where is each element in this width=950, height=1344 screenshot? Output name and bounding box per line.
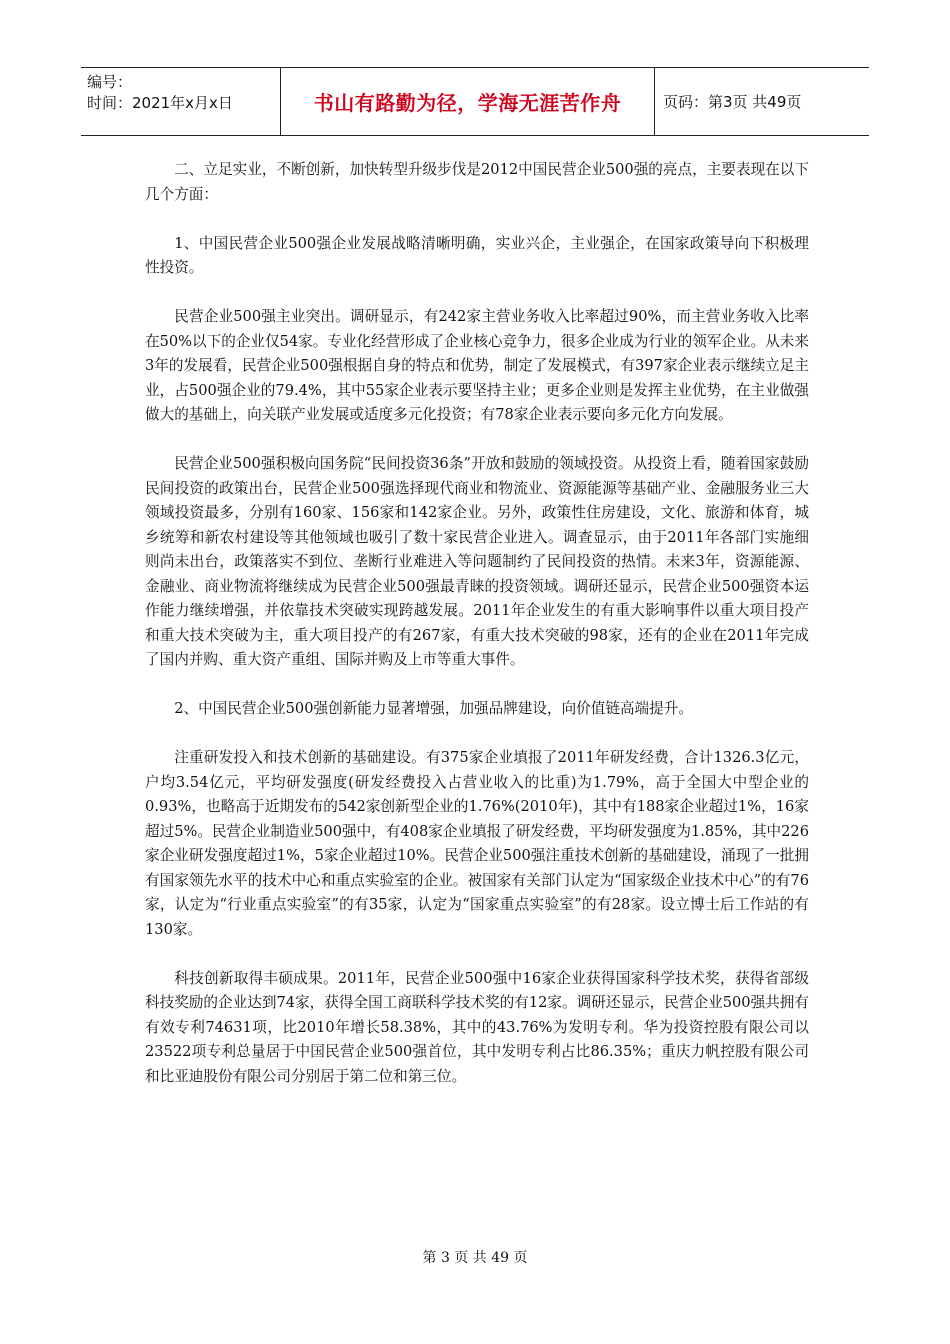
section-heading-2: 二、立足实业，不断创新，加快转型升级步伐是2012中国民营企业500强的亮点，主要表现在以下几个方面： bbox=[145, 161, 809, 203]
subsection-heading-2: 2、中国民营企业500强创新能力显著增强，加强品牌建设，向价值链高端提升。 bbox=[174, 700, 693, 717]
header-meta bbox=[81, 68, 281, 135]
document-date-label: 时间：2021年x月x日 bbox=[87, 94, 233, 112]
body-paragraph: 民营企业500强积极向国务院“民间投资36条”开放和鼓励的领域投资。从投资上看，随着国家鼓励民间投资的政策出台，民营企业500强选择现代商业和物流业、资源能源等基础产业、金融服务业三大领域投资最多，分别有160家、156家和142家企业。另外，政策性住房建设，文化、旅游和体育，城乡统筹和新农村建设等其他领域也吸引了数十家民营企业进入。调查显示，由于2011年各部门实施细则尚未出台，政策落实不到位、垄断行业难进入等问题制约了民间投资的热情。未来3年，资源能源、金融业、商业物流将继续成为民营企业500强最青睐的投资领域。调研还显示，民营企业500强资本运作能力继续增强，并依靠技术突破实现跨越发展。2011年企业发生的有重大影响事件以重大项目投产和重大技术突破为主，重大项目投产的有267家，有重大技术突破的98家，还有的企业在2011年完成了国内并购、重大资产重组、国际并购及上市等重大事件。 bbox=[145, 455, 809, 668]
document-number-label: 编号： bbox=[87, 73, 133, 91]
subsection-heading-1: 1、中国民营企业500强企业发展战略清晰明确，实业兴企，主业强企，在国家政策导向下积极理性投资。 bbox=[145, 234, 809, 276]
body-paragraph: 科技创新取得丰硕成果。2011年，民营企业500强中16家企业获得国家科学技术奖，获得省部级科技奖励的企业达到74家，获得全国工商联科学技术奖的有12家。调研还显示，民营企业500强共拥有有效专利74631项，比2010年增长58.38%，其中的43.76%为发明专利。华为投资控股有限公司以23522项专利总量居于中国民营企业500强首位，其中发明专利占比86.35%；重庆力帆控股有限公司和比亚迪股份有限公司分别居于第二位和第三位。 bbox=[145, 969, 809, 1085]
page-footer: 第 3 页 共 49 页 bbox=[422, 1250, 528, 1266]
page-header bbox=[81, 67, 869, 136]
body-paragraph: 注重研发投入和技术创新的基础建设。有375家企业填报了2011年研发经费，合计1326.3亿元，户均3.54亿元，平均研发强度(研发经费投入占营业收入的比重)为1.79%，高于全国大中型企业的0.93%，也略高于近期发布的542家创新型企业的1.76%(2010年)，其中有188家企业超过1%，16家超过5%。民营企业制造业500强中，有408家企业填报了研发经费，平均研发强度为1.85%，其中226家企业研发强度超过1%，5家企业超过10%。民营企业500强注重技术创新的基础建设，涌现了一批拥有国家领先水平的技术中心和重点实验室的企业。被国家有关部门认定为“国家级企业技术中心”的有76家，认定为“行业重点实验室”的有35家，认定为“国家重点实验室”的有28家。设立博士后工作站的有130家。 bbox=[145, 749, 809, 938]
body-paragraph: 民营企业500强主业突出。调研显示，有242家主营业务收入比率超过90%，而主营业务收入比率在50%以下的企业仅54家。专业化经营形成了企业核心竞争力，很多企业成为行业的领军企业。从未来3年的发展看，民营企业500强根据自身的特点和优势，制定了发展模式，有397家企业表示继续立足主业，占500强企业的79.4%，其中55家企业表示要坚持主业；更多企业则是发挥主业优势，在主业做强做大的基础上，向关联产业发展或适度多元化投资；有78家企业表示要向多元化方向发展。 bbox=[145, 308, 809, 423]
header-page-info: 页码：第3页 共49页 bbox=[663, 93, 802, 111]
document-body bbox=[145, 158, 809, 1114]
header-motto: 书山有路勤为径，学海无涯苦作舟 bbox=[281, 68, 655, 135]
